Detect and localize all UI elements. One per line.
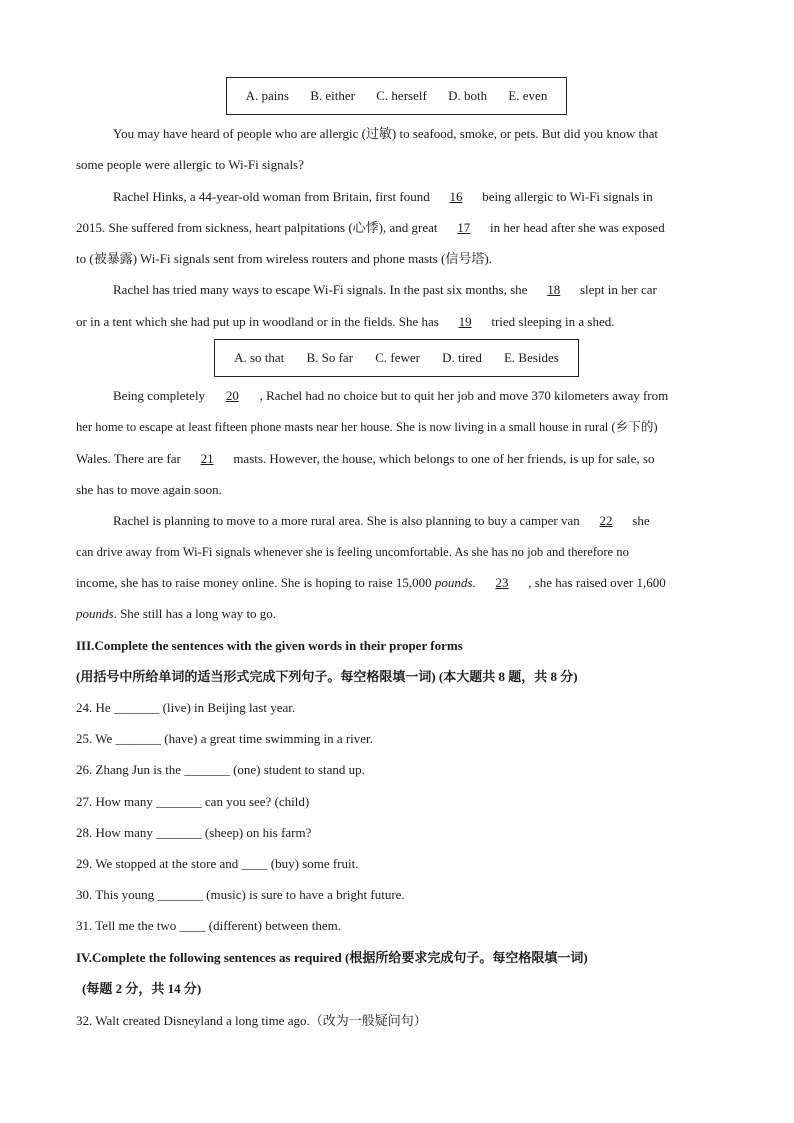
- blank-23: 23: [495, 575, 509, 590]
- text-segment: Rachel has tried many ways to escape Wi-Fi signals. In the past six months, she: [113, 282, 528, 297]
- blank-22: 22: [599, 513, 613, 528]
- text-segment: she: [632, 513, 650, 528]
- passage-line: [76, 450, 718, 468]
- question-27: 27. How many _______ can you see? (child): [76, 794, 310, 809]
- section-3-subheading: (用括号中所给单词的适当形式完成下列句子。每空格限填一词) (本大题共 8 题，共 8 分): [76, 669, 578, 684]
- section-4-heading: IV.Complete the following sentences as required (根据所给要求完成句子。每空格限填一词): [76, 950, 588, 965]
- option-e: E. even: [508, 88, 548, 103]
- question-24: 24. He _______ (live) in Beijing last year.: [76, 700, 296, 715]
- blank-20: 20: [225, 388, 239, 403]
- text-segment: 2015. She suffered from sickness, heart palpitations (心悸), and great: [76, 220, 438, 235]
- text-segment: masts. However, the house, which belongs to one of her friends, is up for sale, so: [233, 451, 655, 466]
- italic-word: pounds: [76, 606, 114, 621]
- option-b: B. either: [310, 88, 355, 103]
- option-a: A. pains: [245, 88, 289, 103]
- option-d: D. tired: [442, 350, 482, 365]
- blank-16: 16: [449, 189, 463, 204]
- passage-line: her home to escape at least fifteen phone masts near her house. She is now living in a small house in rural (乡下的): [76, 420, 658, 434]
- section-4-subheading: (每题 2 分，共 14 分): [82, 981, 202, 996]
- text-segment: .: [472, 575, 476, 590]
- passage-line: You may have heard of people who are allergic (过敏) to seafood, smoke, or pets. But did you know that: [113, 126, 659, 141]
- option-c: C. fewer: [375, 350, 420, 365]
- passage-line: [113, 281, 718, 299]
- blank-17: 17: [457, 220, 471, 235]
- question-25: 25. We _______ (have) a great time swimming in a river.: [76, 731, 373, 746]
- passage-line: [76, 605, 718, 623]
- text-segment: slept in her car: [579, 282, 657, 297]
- option-e: E. Besides: [503, 350, 559, 365]
- passage-line: [76, 574, 718, 592]
- passage-line: can drive away from Wi-Fi signals whenever she is feeling uncomfortable. As she has no job and therefore no: [76, 545, 629, 559]
- text-segment: Rachel is planning to move to a more rural area. She is also planning to buy a camper van: [113, 513, 580, 528]
- passage-line: [76, 219, 718, 237]
- option-c: C. herself: [376, 88, 427, 103]
- question-28: 28. How many _______ (sheep) on his farm?: [76, 825, 312, 840]
- passage-line: [113, 188, 718, 206]
- text-segment: , she has raised over 1,600: [528, 575, 666, 590]
- question-32: 32. Walt created Disneyland a long time ago.（改为一般疑问句）: [76, 1013, 427, 1028]
- option-d: D. both: [448, 88, 488, 103]
- text-segment: Wales. There are far: [76, 451, 181, 466]
- option-a: A. so that: [234, 350, 285, 365]
- passage-line: to (被暴露) Wi-Fi signals sent from wireless routers and phone masts (信号塔).: [76, 251, 492, 266]
- text-segment: income, she has to raise money online. She is hoping to raise 15,000: [76, 575, 432, 590]
- section-3-heading: III.Complete the sentences with the given words in their proper forms: [76, 638, 463, 653]
- passage-line: [76, 313, 718, 331]
- text-segment: . She still has a long way to go.: [113, 606, 277, 621]
- text-segment: or in a tent which she had put up in woodland or in the fields. She has: [76, 314, 439, 329]
- text-segment: Rachel Hinks, a 44-year-old woman from Britain, first found: [113, 189, 430, 204]
- passage-line: [113, 387, 718, 405]
- word-box-1: [226, 77, 567, 115]
- blank-19: 19: [458, 314, 472, 329]
- text-segment: being allergic to Wi-Fi signals in: [482, 189, 653, 204]
- option-b: B. So far: [306, 350, 354, 365]
- passage-line: she has to move again soon.: [76, 482, 222, 497]
- italic-word: pounds: [434, 575, 473, 590]
- text-segment: Being completely: [113, 388, 206, 403]
- question-30: 30. This young _______ (music) is sure to have a bright future.: [76, 887, 405, 902]
- question-31: 31. Tell me the two ____ (different) between them.: [76, 918, 342, 933]
- text-segment: tried sleeping in a shed.: [491, 314, 615, 329]
- passage-line: [113, 512, 718, 530]
- passage-line: some people were allergic to Wi-Fi signals?: [76, 157, 304, 172]
- word-box-2: [214, 339, 579, 377]
- question-26: 26. Zhang Jun is the _______ (one) student to stand up.: [76, 762, 365, 777]
- text-segment: , Rachel had no choice but to quit her job and move 370 kilometers away from: [259, 388, 669, 403]
- question-29: 29. We stopped at the store and ____ (buy) some fruit.: [76, 856, 359, 871]
- blank-18: 18: [547, 282, 561, 297]
- text-segment: in her head after she was exposed: [490, 220, 665, 235]
- blank-21: 21: [200, 451, 214, 466]
